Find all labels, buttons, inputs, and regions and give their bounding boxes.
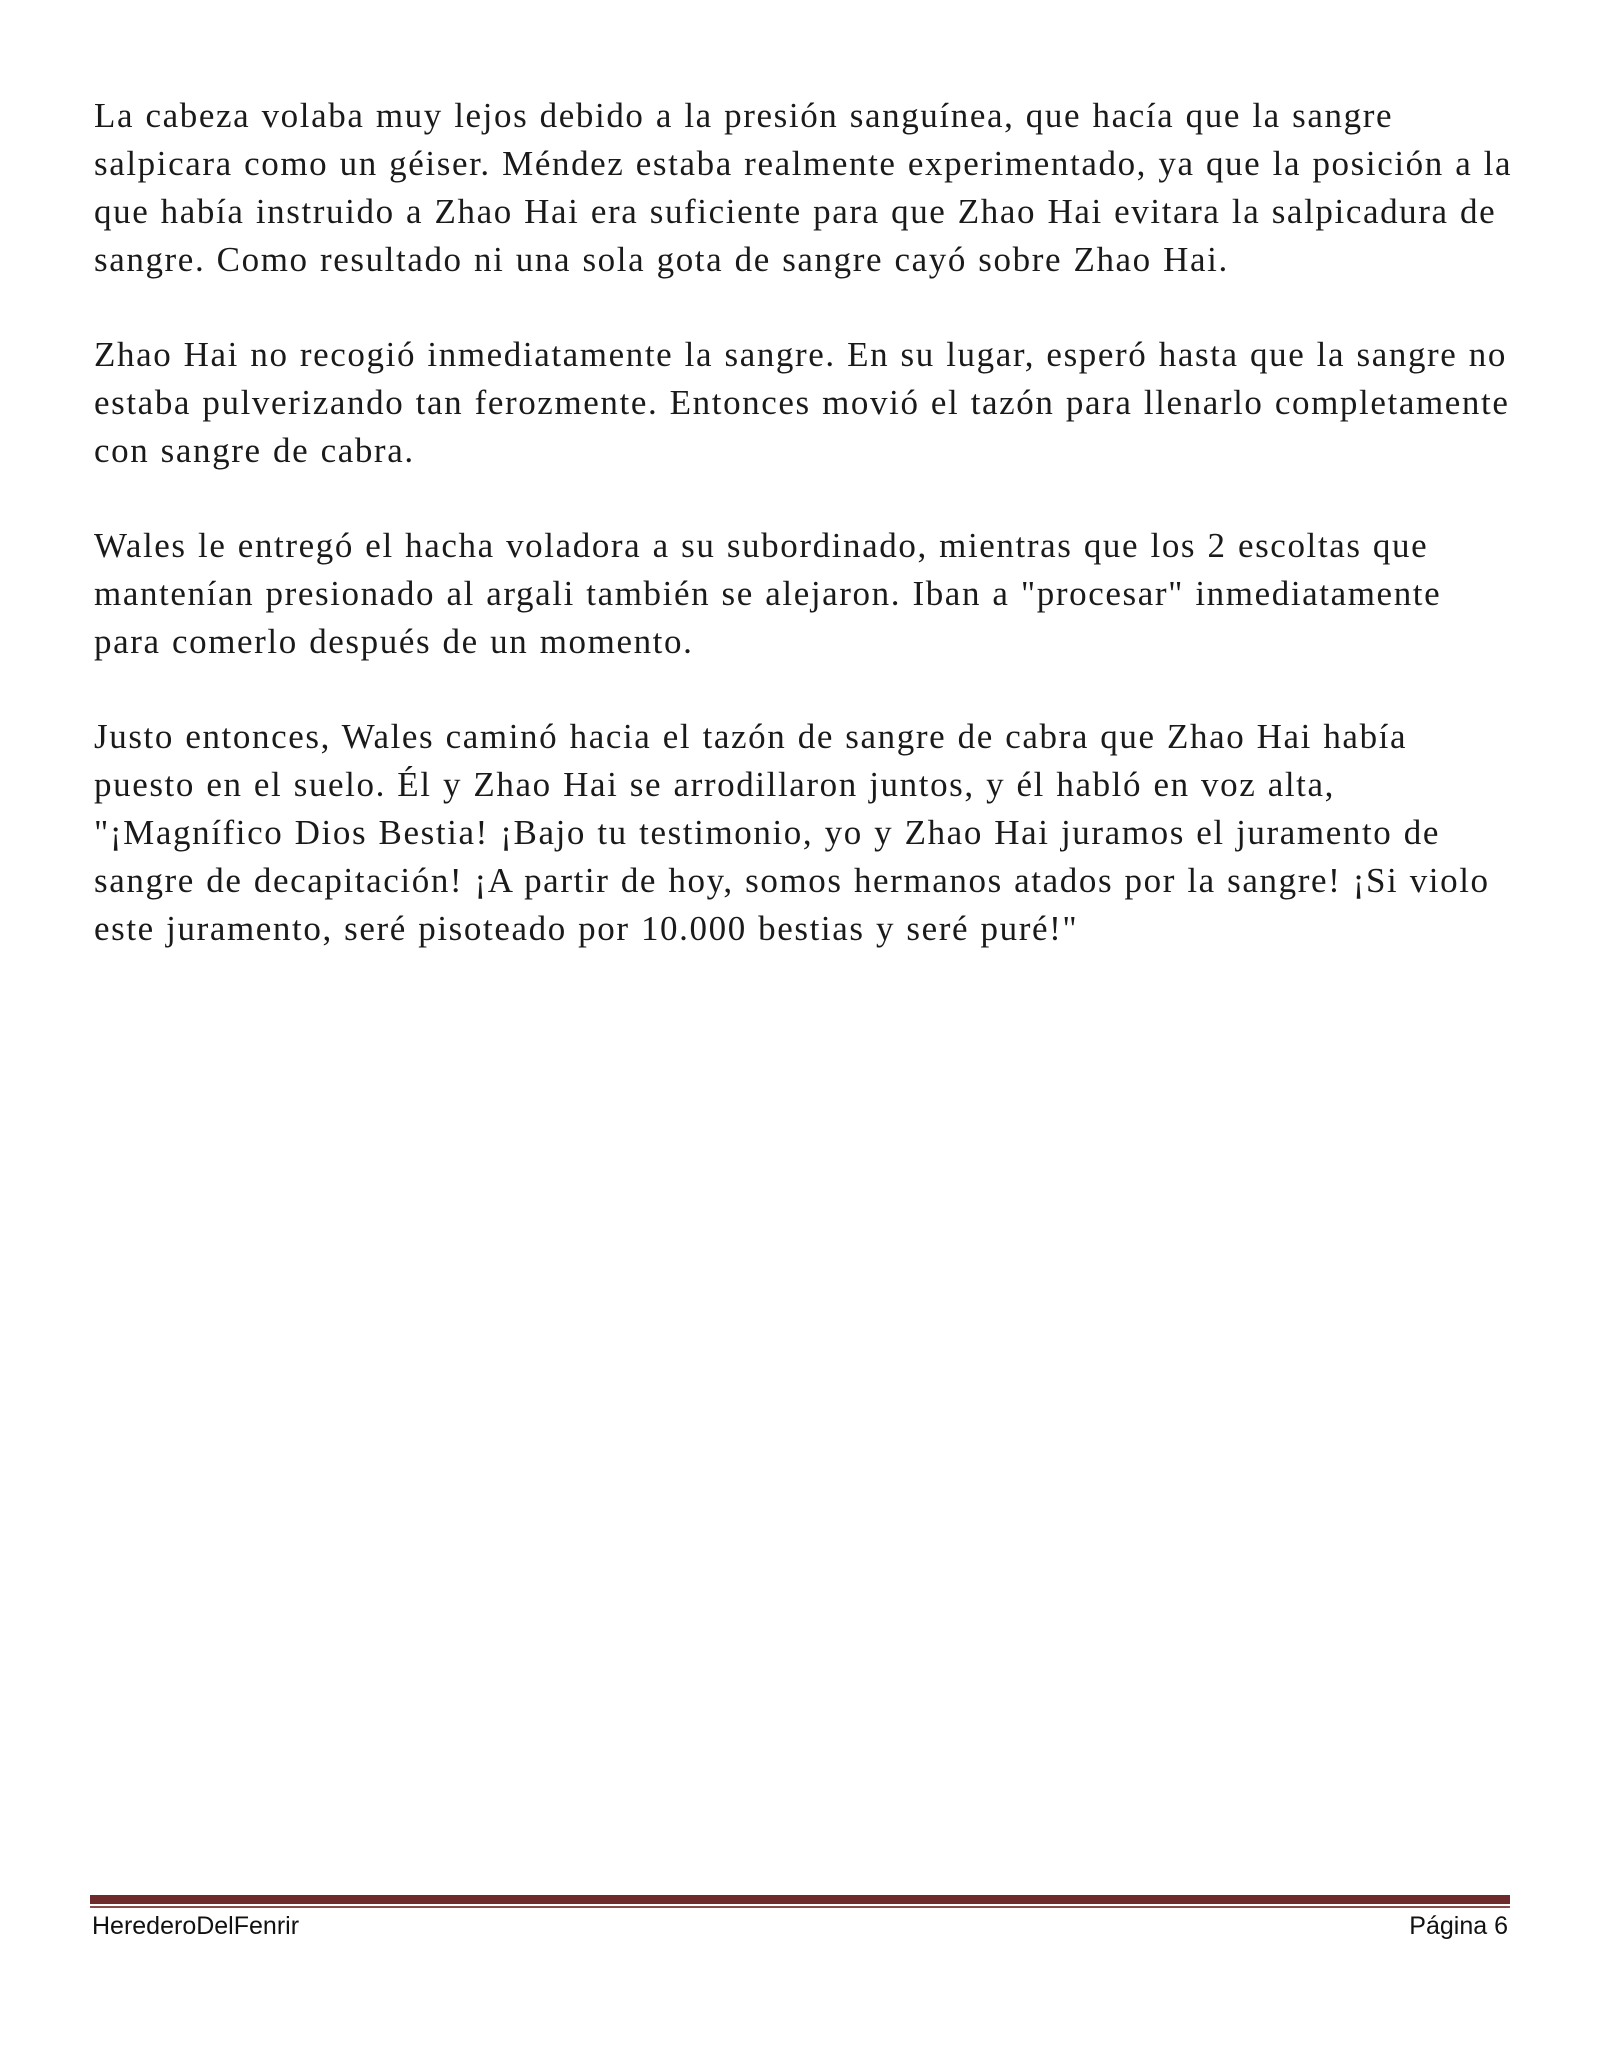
body-text (94, 92, 1514, 1000)
paragraph-4: Justo entonces, Wales caminó hacia el tazón de sangre de cabra que Zhao Hai había puesto en el suelo. Él y Zhao Hai se arrodillaron juntos, y él habló en voz alta, "¡Magnífico Dios Bestia! ¡Bajo tu testimonio, yo y Zhao Hai juramos el juramento de sangre de decapitación! ¡A partir de hoy, somos hermanos atados por la sangre! ¡Si violo este juramento, seré pisoteado por 10.000 bestias y seré puré!" (94, 717, 1490, 948)
footer-divider (90, 1895, 1510, 1904)
paragraph-1: La cabeza volaba muy lejos debido a la presión sanguínea, que hacía que la sangre salpicara como un géiser. Méndez estaba realmente experimentado, ya que la posición a la que había instruido a Zhao Hai era suficiente para que Zhao Hai evitara la salpicadura de sangre. Como resultado ni una sola gota de sangre cayó sobre Zhao Hai. (94, 96, 1513, 279)
page-footer (92, 1912, 1508, 1952)
footer-author: HerederoDelFenrir (92, 1912, 300, 1940)
paragraph-2: Zhao Hai no recogió inmediatamente la sangre. En su lugar, esperó hasta que la sangre no estaba pulverizando tan ferozmente. Entonces movió el tazón para llenarlo completamente con sangre de cabra. (94, 335, 1510, 470)
paragraph-3: Wales le entregó el hacha voladora a su subordinado, mientras que los 2 escoltas que mantenían presionado al argali también se alejaron. Iban a "procesar" inmediatamente para comerlo después de un momento. (94, 526, 1442, 661)
footer-divider-thin (90, 1906, 1510, 1908)
page-number: Página 6 (1409, 1912, 1508, 1940)
